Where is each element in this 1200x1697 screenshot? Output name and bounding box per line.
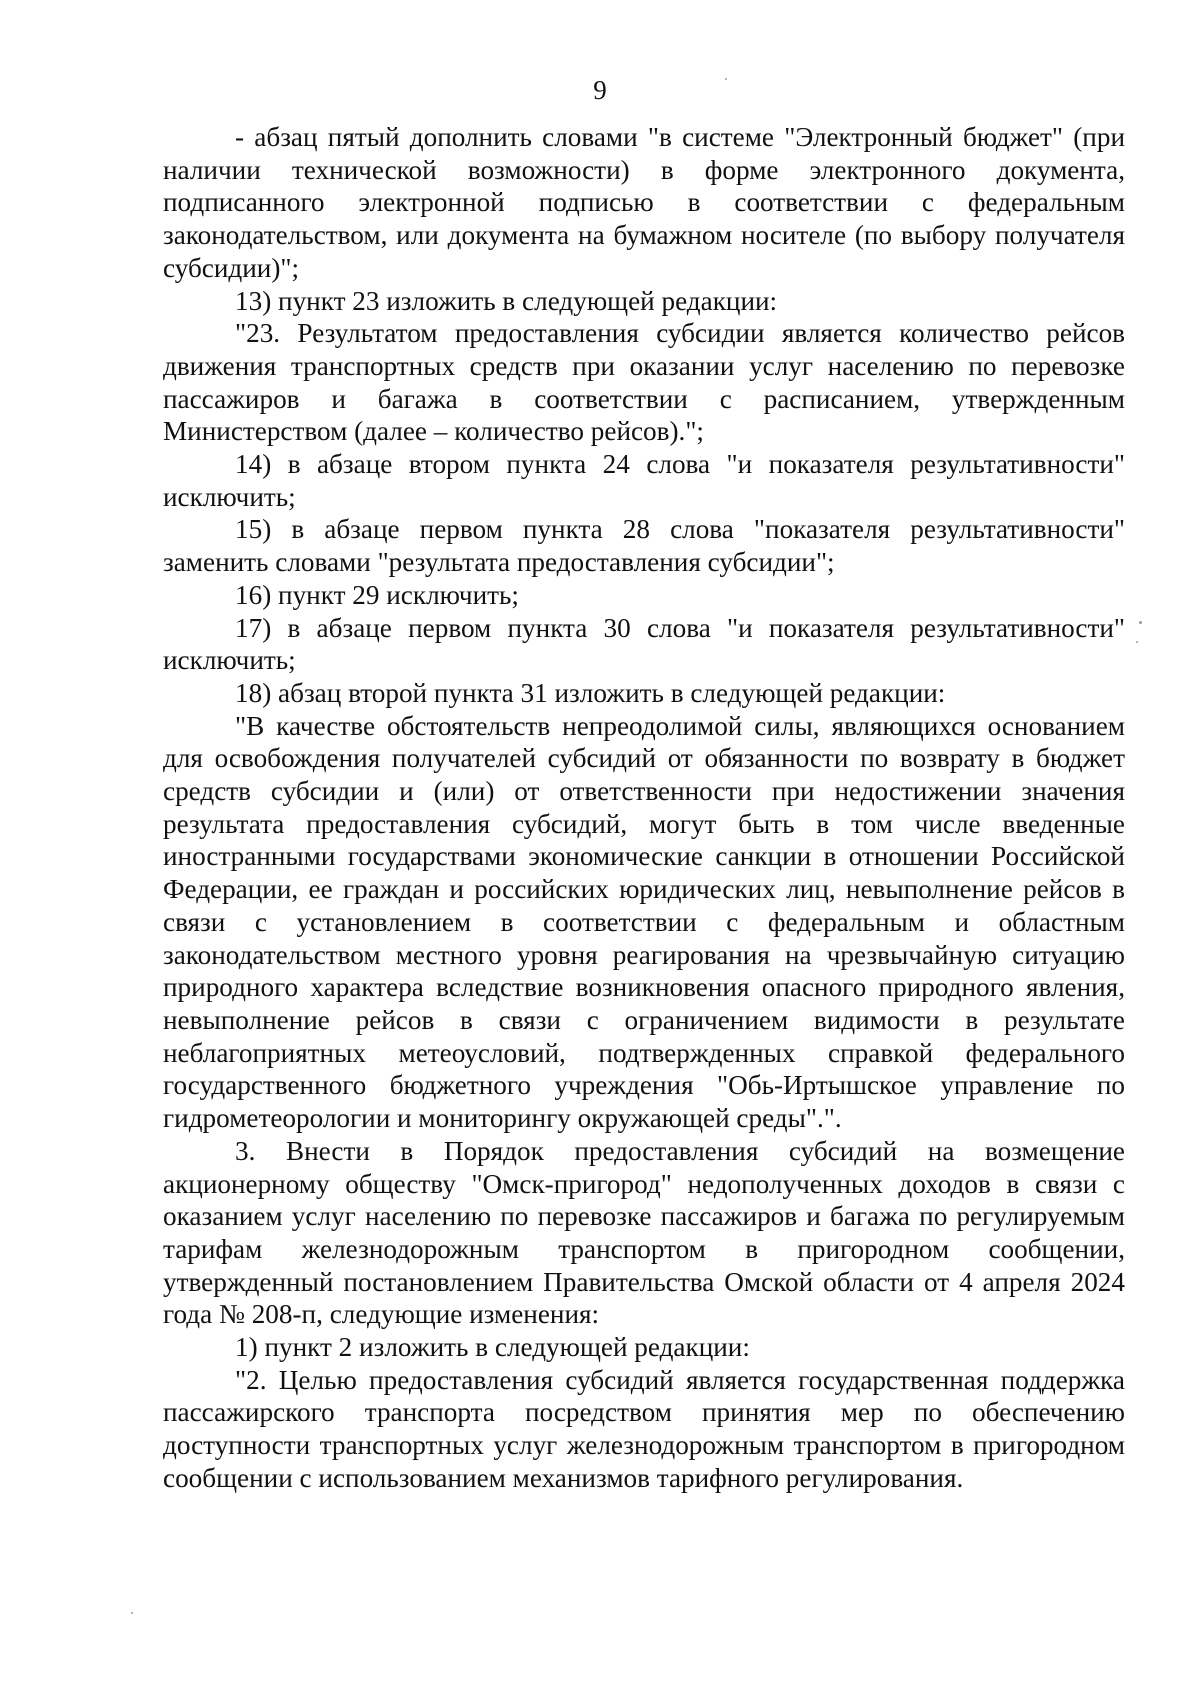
paragraph-item-15: 15) в абзаце первом пункта 28 слова "показателя результативности" заменить словами "результата предоставления субсидии"; <box>163 514 1125 578</box>
paragraph-item-16: 16) пункт 29 исключить; <box>235 579 519 610</box>
paragraph-section-3: 3. Внести в Порядок предоставления субсидий на возмещение акционерному обществу "Омск-пригород" недополученных доходов в связи с оказанием услуг населению по перевозке пассажиров и багажа по регулируемым тарифам железнодорожным транспортом в пригородном сообщении, утвержденный постановлением Правительства Омской области от 4 апреля 2024 года № 208-п, следующие изменения: <box>163 1135 1125 1330</box>
paragraph-sub-item-1: 1) пункт 2 изложить в следующей редакции: <box>235 1332 750 1363</box>
paragraph-item-18: 18) абзац второй пункта 31 изложить в следующей редакции: <box>235 677 946 708</box>
document-body <box>163 121 1125 1495</box>
page-number: 9 <box>593 75 607 105</box>
paragraph-item-17: 17) в абзаце первом пункта 30 слова "и показателя результативности" исключить; <box>163 612 1125 676</box>
paragraph-point-2-text: "2. Целью предоставления субсидий является государственная поддержка пассажирского транспорта посредством принятия мер по обеспечению доступности транспортных услуг железнодорожным транспортом в пригородном сообщении с использованием механизмов тарифного регулирования. <box>163 1364 1125 1493</box>
scan-speck <box>131 1612 133 1614</box>
paragraph-item-13: 13) пункт 23 изложить в следующей редакции: <box>235 285 778 316</box>
scan-speck <box>725 78 727 80</box>
paragraph-item-14: 14) в абзаце втором пункта 24 слова "и показателя результативности" исключить; <box>163 449 1125 512</box>
paragraph-abzac-pyatyi: - абзац пятый дополнить словами "в системе "Электронный бюджет" (при наличии технической возможности) в форме электронного документа, подписанного электронной подписью в соответствии с федеральным законодательством, или документа на бумажном носителе (по выбору получателя субсидии)"; <box>163 122 1125 283</box>
paragraph-force-majeure-text: "В качестве обстоятельств непреодолимой силы, являющихся основанием для освобождения получателей субсидий от обязанности по возврату в бюджет средств субсидии и (или) от ответственности при недостижении значения результата предоставления субсидий, могут быть в том числе введенные иностранными государствами экономические санкции в отношении Российской Федерации, ее граждан и российских юридических лиц, невыполнение рейсов в связи с установлением в соответствии с федеральным и областным законодательством местного уровня реагирования на чрезвычайную ситуацию природного характера вследствие возникновения опасного природного явления, невыполнение рейсов в связи с ограничением видимости в результате неблагоприятных метеоусловий, подтвержденных справкой федерального государственного бюджетного учреждения "Обь-Иртышское управление по гидрометеорологии и мониторингу окружающей среды".". <box>163 710 1125 1134</box>
scan-speck <box>1139 621 1142 624</box>
scan-speck <box>1136 641 1138 643</box>
paragraph-point-23-text: "23. Результатом предоставления субсидии является количество рейсов движения транспортных средств при оказании услуг населению по перевозке пассажиров и багажа в соответствии с расписанием, утвержденным Министерством (далее – количество рейсов)."; <box>163 318 1125 447</box>
